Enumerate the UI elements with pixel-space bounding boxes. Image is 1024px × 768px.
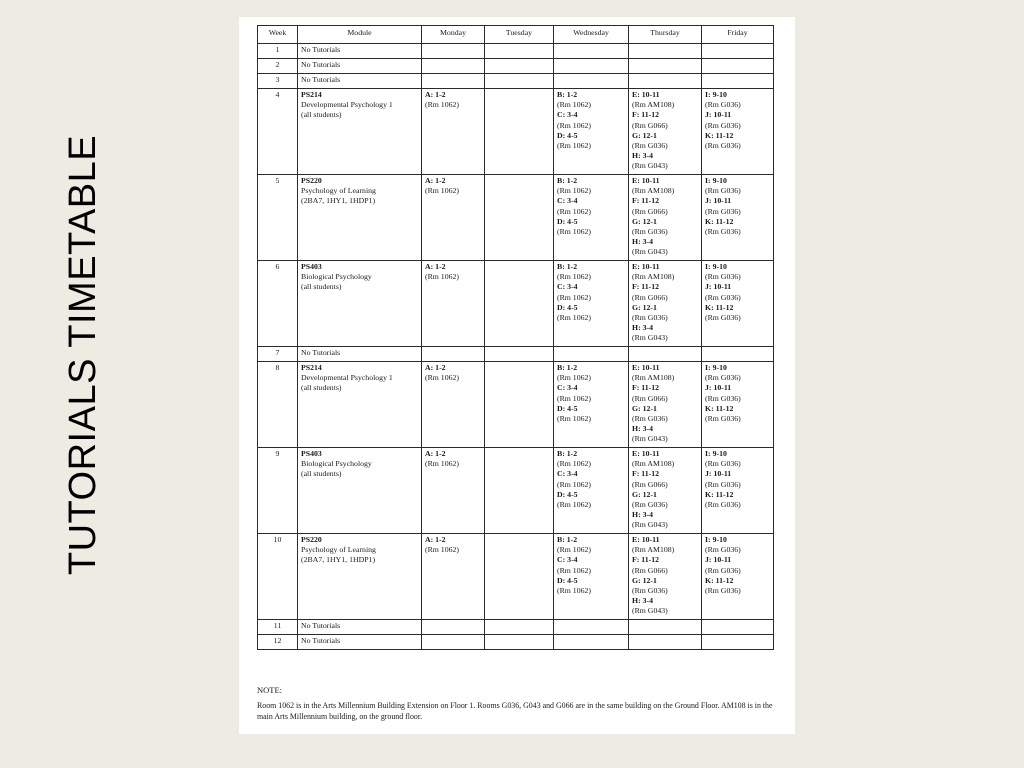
session-room: (Rm G043) bbox=[632, 434, 668, 444]
session-room: (Rm G036) bbox=[705, 272, 741, 282]
session-time: K: 11-12 bbox=[705, 489, 734, 499]
session-room: (Rm 1062) bbox=[425, 459, 460, 469]
session-room: (Rm AM108) bbox=[632, 272, 675, 282]
monday-cell bbox=[422, 44, 485, 59]
session-time: A: 1-2 bbox=[425, 449, 446, 458]
note-heading: NOTE: bbox=[257, 685, 283, 695]
monday-cell bbox=[422, 59, 485, 74]
wednesday-cell bbox=[554, 620, 629, 635]
tuesday-cell bbox=[485, 347, 554, 362]
session-room: (Rm G036) bbox=[705, 206, 741, 216]
monday-cell bbox=[422, 448, 485, 534]
session-room: (Rm AM108) bbox=[632, 373, 675, 383]
week-cell: 11 bbox=[258, 620, 298, 635]
session-room: (Rm 1062) bbox=[557, 120, 592, 130]
timetable-table bbox=[257, 25, 774, 650]
session-room: (Rm G036) bbox=[632, 500, 668, 510]
thursday-cell bbox=[629, 59, 702, 74]
module-line: No Tutorials bbox=[301, 75, 341, 84]
session-time: I: 9-10 bbox=[705, 363, 727, 372]
module-cell bbox=[298, 620, 422, 635]
session-room: (Rm 1062) bbox=[557, 565, 592, 575]
week-cell: 4 bbox=[258, 89, 298, 175]
friday-cell bbox=[702, 261, 774, 347]
thursday-cell bbox=[629, 620, 702, 635]
session-time: H: 3-4 bbox=[632, 323, 654, 333]
session-room: (Rm 1062) bbox=[425, 545, 460, 555]
session-time: F: 11-12 bbox=[632, 110, 660, 120]
module-cell bbox=[298, 59, 422, 74]
session-room: (Rm G036) bbox=[705, 586, 741, 596]
session-room: (Rm AM108) bbox=[632, 100, 675, 110]
session-room: (Rm 1062) bbox=[425, 373, 460, 383]
session-room: (Rm G036) bbox=[705, 545, 741, 555]
module-line: No Tutorials bbox=[301, 45, 341, 54]
thursday-cell bbox=[629, 534, 702, 620]
session-time: C: 3-4 bbox=[557, 110, 578, 120]
session-time: D: 4-5 bbox=[557, 216, 578, 226]
session-room: (Rm G036) bbox=[705, 227, 741, 237]
monday-cell bbox=[422, 89, 485, 175]
module-cell bbox=[298, 44, 422, 59]
monday-cell bbox=[422, 347, 485, 362]
session-room: (Rm 1062) bbox=[557, 313, 592, 323]
note-text: Room 1062 is in the Arts Millennium Building Extension on Floor 1. Rooms G036, G043 and G066 are in the same building on the Ground Floor. AM108 is in the main Arts Millennium building, on the ground floor. bbox=[257, 701, 773, 721]
monday-cell bbox=[422, 635, 485, 650]
friday-cell bbox=[702, 347, 774, 362]
thursday-cell bbox=[629, 89, 702, 175]
timetable-body bbox=[258, 44, 774, 650]
session-room: (Rm G066) bbox=[632, 479, 668, 489]
session-time: F: 11-12 bbox=[632, 282, 660, 292]
session-time: J: 10-11 bbox=[705, 555, 732, 565]
module-code: PS214 bbox=[301, 363, 322, 372]
module-cell bbox=[298, 89, 422, 175]
table-row bbox=[258, 89, 774, 175]
tuesday-cell bbox=[485, 89, 554, 175]
table-row bbox=[258, 347, 774, 362]
session-time: F: 11-12 bbox=[632, 555, 660, 565]
friday-cell bbox=[702, 74, 774, 89]
table-row bbox=[258, 59, 774, 74]
wednesday-cell bbox=[554, 448, 629, 534]
session-room: (Rm 1062) bbox=[425, 186, 460, 196]
session-time: I: 9-10 bbox=[705, 535, 727, 544]
session-time: G: 12-1 bbox=[632, 302, 657, 312]
thursday-cell bbox=[629, 347, 702, 362]
session-room: (Rm G036) bbox=[705, 292, 741, 302]
wednesday-cell bbox=[554, 59, 629, 74]
session-room: (Rm G066) bbox=[632, 292, 668, 302]
session-room: (Rm 1062) bbox=[557, 100, 592, 110]
wednesday-cell bbox=[554, 175, 629, 261]
tuesday-cell bbox=[485, 44, 554, 59]
session-time: K: 11-12 bbox=[705, 403, 734, 413]
session-room: (Rm G043) bbox=[632, 161, 668, 171]
wednesday-cell bbox=[554, 89, 629, 175]
session-time: J: 10-11 bbox=[705, 110, 732, 120]
module-cell bbox=[298, 635, 422, 650]
module-line: No Tutorials bbox=[301, 621, 341, 630]
module-line: No Tutorials bbox=[301, 636, 341, 645]
session-time: K: 11-12 bbox=[705, 130, 734, 140]
table-row bbox=[258, 175, 774, 261]
session-room: (Rm G066) bbox=[632, 565, 668, 575]
wednesday-cell bbox=[554, 44, 629, 59]
session-time: E: 10-11 bbox=[632, 262, 660, 271]
week-cell: 6 bbox=[258, 261, 298, 347]
session-time: B: 1-2 bbox=[557, 176, 578, 185]
session-room: (Rm G036) bbox=[632, 586, 668, 596]
session-time: F: 11-12 bbox=[632, 469, 660, 479]
session-room: (Rm 1062) bbox=[557, 206, 592, 216]
friday-cell bbox=[702, 89, 774, 175]
week-cell: 12 bbox=[258, 635, 298, 650]
session-time: G: 12-1 bbox=[632, 403, 657, 413]
header-thursday: Thursday bbox=[629, 26, 702, 44]
session-time: I: 9-10 bbox=[705, 176, 727, 185]
session-room: (Rm G036) bbox=[705, 120, 741, 130]
session-room: (Rm 1062) bbox=[557, 414, 592, 424]
session-time: J: 10-11 bbox=[705, 469, 732, 479]
module-line: (all students) bbox=[301, 469, 342, 479]
timetable-document bbox=[239, 17, 795, 734]
week-cell: 3 bbox=[258, 74, 298, 89]
module-cell bbox=[298, 347, 422, 362]
module-code: PS220 bbox=[301, 176, 322, 185]
session-time: C: 3-4 bbox=[557, 469, 578, 479]
session-room: (Rm G066) bbox=[632, 120, 668, 130]
session-room: (Rm G036) bbox=[632, 227, 668, 237]
session-time: H: 3-4 bbox=[632, 151, 654, 161]
session-room: (Rm G036) bbox=[705, 141, 741, 151]
session-time: I: 9-10 bbox=[705, 262, 727, 271]
session-time: E: 10-11 bbox=[632, 90, 660, 99]
header-wednesday: Wednesday bbox=[554, 26, 629, 44]
thursday-cell bbox=[629, 448, 702, 534]
session-time: D: 4-5 bbox=[557, 403, 578, 413]
session-time: A: 1-2 bbox=[425, 90, 446, 99]
monday-cell bbox=[422, 534, 485, 620]
friday-cell bbox=[702, 620, 774, 635]
module-cell bbox=[298, 175, 422, 261]
session-room: (Rm G036) bbox=[705, 459, 741, 469]
module-line: Developmental Psychology 1 bbox=[301, 100, 393, 110]
header-monday: Monday bbox=[422, 26, 485, 44]
module-line: (all students) bbox=[301, 110, 342, 120]
module-line: No Tutorials bbox=[301, 60, 341, 69]
tuesday-cell bbox=[485, 59, 554, 74]
week-cell: 10 bbox=[258, 534, 298, 620]
header-row bbox=[258, 26, 774, 44]
header-tuesday: Tuesday bbox=[485, 26, 554, 44]
session-room: (Rm G043) bbox=[632, 333, 668, 343]
tuesday-cell bbox=[485, 635, 554, 650]
friday-cell bbox=[702, 448, 774, 534]
thursday-cell bbox=[629, 44, 702, 59]
header-module: Module bbox=[298, 26, 422, 44]
module-line: (2BA7, 1HY1, 1HDP1) bbox=[301, 196, 376, 206]
session-room: (Rm 1062) bbox=[557, 586, 592, 596]
friday-cell bbox=[702, 175, 774, 261]
session-room: (Rm G036) bbox=[632, 141, 668, 151]
wednesday-cell bbox=[554, 261, 629, 347]
session-time: B: 1-2 bbox=[557, 449, 578, 458]
table-row bbox=[258, 534, 774, 620]
session-time: C: 3-4 bbox=[557, 196, 578, 206]
session-room: (Rm 1062) bbox=[557, 500, 592, 510]
monday-cell bbox=[422, 175, 485, 261]
session-time: E: 10-11 bbox=[632, 449, 660, 458]
session-room: (Rm G066) bbox=[632, 206, 668, 216]
table-row bbox=[258, 74, 774, 89]
session-time: G: 12-1 bbox=[632, 489, 657, 499]
week-cell: 7 bbox=[258, 347, 298, 362]
session-room: (Rm 1062) bbox=[557, 393, 592, 403]
session-time: I: 9-10 bbox=[705, 449, 727, 458]
slide-title: TUTORIALS TIMETABLE bbox=[62, 134, 104, 576]
session-room: (Rm 1062) bbox=[557, 141, 592, 151]
module-code: PS403 bbox=[301, 449, 322, 458]
session-time: D: 4-5 bbox=[557, 302, 578, 312]
module-line: Developmental Psychology 1 bbox=[301, 373, 393, 383]
friday-cell bbox=[702, 362, 774, 448]
module-line: No Tutorials bbox=[301, 348, 341, 357]
header-week: Week bbox=[258, 26, 298, 44]
session-room: (Rm G036) bbox=[705, 186, 741, 196]
module-line: (2BA7, 1HY1, 1HDP1) bbox=[301, 555, 376, 565]
table-row bbox=[258, 261, 774, 347]
wednesday-cell bbox=[554, 534, 629, 620]
session-time: A: 1-2 bbox=[425, 535, 446, 544]
friday-cell bbox=[702, 44, 774, 59]
session-time: K: 11-12 bbox=[705, 216, 734, 226]
wednesday-cell bbox=[554, 362, 629, 448]
week-cell: 2 bbox=[258, 59, 298, 74]
module-line: Biological Psychology bbox=[301, 459, 372, 469]
wednesday-cell bbox=[554, 347, 629, 362]
session-room: (Rm 1062) bbox=[557, 292, 592, 302]
monday-cell bbox=[422, 74, 485, 89]
friday-cell bbox=[702, 59, 774, 74]
module-line: Psychology of Learning bbox=[301, 545, 376, 555]
session-time: A: 1-2 bbox=[425, 176, 446, 185]
session-time: H: 3-4 bbox=[632, 596, 654, 606]
session-time: B: 1-2 bbox=[557, 363, 578, 372]
session-room: (Rm G043) bbox=[632, 606, 668, 616]
module-code: PS403 bbox=[301, 262, 322, 271]
module-cell bbox=[298, 261, 422, 347]
session-time: G: 12-1 bbox=[632, 216, 657, 226]
friday-cell bbox=[702, 534, 774, 620]
module-cell bbox=[298, 534, 422, 620]
tuesday-cell bbox=[485, 534, 554, 620]
session-room: (Rm G036) bbox=[705, 414, 741, 424]
session-time: B: 1-2 bbox=[557, 90, 578, 99]
session-room: (Rm G036) bbox=[632, 414, 668, 424]
session-room: (Rm G036) bbox=[705, 373, 741, 383]
tuesday-cell bbox=[485, 175, 554, 261]
monday-cell bbox=[422, 362, 485, 448]
session-room: (Rm G066) bbox=[632, 393, 668, 403]
session-time: G: 12-1 bbox=[632, 130, 657, 140]
session-time: C: 3-4 bbox=[557, 383, 578, 393]
session-time: I: 9-10 bbox=[705, 90, 727, 99]
table-row bbox=[258, 448, 774, 534]
thursday-cell bbox=[629, 175, 702, 261]
session-time: H: 3-4 bbox=[632, 237, 654, 247]
tuesday-cell bbox=[485, 448, 554, 534]
session-time: A: 1-2 bbox=[425, 262, 446, 271]
session-time: K: 11-12 bbox=[705, 575, 734, 585]
session-time: B: 1-2 bbox=[557, 535, 578, 544]
session-time: B: 1-2 bbox=[557, 262, 578, 271]
session-room: (Rm G036) bbox=[705, 313, 741, 323]
session-time: D: 4-5 bbox=[557, 489, 578, 499]
session-time: H: 3-4 bbox=[632, 424, 654, 434]
thursday-cell bbox=[629, 362, 702, 448]
session-room: (Rm AM108) bbox=[632, 459, 675, 469]
session-room: (Rm 1062) bbox=[557, 373, 592, 383]
session-time: C: 3-4 bbox=[557, 555, 578, 565]
session-room: (Rm 1062) bbox=[557, 545, 592, 555]
session-time: F: 11-12 bbox=[632, 383, 660, 393]
week-cell: 8 bbox=[258, 362, 298, 448]
thursday-cell bbox=[629, 74, 702, 89]
tuesday-cell bbox=[485, 74, 554, 89]
module-cell bbox=[298, 74, 422, 89]
session-room: (Rm G036) bbox=[705, 393, 741, 403]
session-room: (Rm 1062) bbox=[557, 272, 592, 282]
week-cell: 5 bbox=[258, 175, 298, 261]
session-time: E: 10-11 bbox=[632, 535, 660, 544]
session-room: (Rm 1062) bbox=[557, 186, 592, 196]
module-code: PS220 bbox=[301, 535, 322, 544]
module-cell bbox=[298, 448, 422, 534]
table-row bbox=[258, 635, 774, 650]
session-room: (Rm AM108) bbox=[632, 545, 675, 555]
tuesday-cell bbox=[485, 261, 554, 347]
session-time: J: 10-11 bbox=[705, 196, 732, 206]
session-room: (Rm 1062) bbox=[557, 459, 592, 469]
table-row bbox=[258, 620, 774, 635]
module-line: Psychology of Learning bbox=[301, 186, 376, 196]
session-room: (Rm G036) bbox=[705, 565, 741, 575]
friday-cell bbox=[702, 635, 774, 650]
session-time: H: 3-4 bbox=[632, 510, 654, 520]
monday-cell bbox=[422, 620, 485, 635]
session-room: (Rm G036) bbox=[632, 313, 668, 323]
wednesday-cell bbox=[554, 74, 629, 89]
tuesday-cell bbox=[485, 620, 554, 635]
session-room: (Rm 1062) bbox=[425, 272, 460, 282]
session-room: (Rm 1062) bbox=[557, 479, 592, 489]
tuesday-cell bbox=[485, 362, 554, 448]
thursday-cell bbox=[629, 261, 702, 347]
module-line: Biological Psychology bbox=[301, 272, 372, 282]
session-time: A: 1-2 bbox=[425, 363, 446, 372]
table-row bbox=[258, 44, 774, 59]
session-time: J: 10-11 bbox=[705, 383, 732, 393]
session-time: C: 3-4 bbox=[557, 282, 578, 292]
session-time: E: 10-11 bbox=[632, 363, 660, 372]
session-time: F: 11-12 bbox=[632, 196, 660, 206]
session-time: D: 4-5 bbox=[557, 575, 578, 585]
monday-cell bbox=[422, 261, 485, 347]
thursday-cell bbox=[629, 635, 702, 650]
session-time: G: 12-1 bbox=[632, 575, 657, 585]
session-room: (Rm 1062) bbox=[557, 227, 592, 237]
session-room: (Rm G036) bbox=[705, 479, 741, 489]
session-time: K: 11-12 bbox=[705, 302, 734, 312]
week-cell: 1 bbox=[258, 44, 298, 59]
module-line: (all students) bbox=[301, 383, 342, 393]
session-room: (Rm AM108) bbox=[632, 186, 675, 196]
session-time: D: 4-5 bbox=[557, 130, 578, 140]
session-room: (Rm G043) bbox=[632, 247, 668, 257]
table-row bbox=[258, 362, 774, 448]
session-room: (Rm 1062) bbox=[425, 100, 460, 110]
session-time: E: 10-11 bbox=[632, 176, 660, 185]
module-code: PS214 bbox=[301, 90, 322, 99]
session-room: (Rm G043) bbox=[632, 520, 668, 530]
header-friday: Friday bbox=[702, 26, 774, 44]
session-time: J: 10-11 bbox=[705, 282, 732, 292]
session-room: (Rm G036) bbox=[705, 100, 741, 110]
wednesday-cell bbox=[554, 635, 629, 650]
session-room: (Rm G036) bbox=[705, 500, 741, 510]
module-line: (all students) bbox=[301, 282, 342, 292]
module-cell bbox=[298, 362, 422, 448]
week-cell: 9 bbox=[258, 448, 298, 534]
